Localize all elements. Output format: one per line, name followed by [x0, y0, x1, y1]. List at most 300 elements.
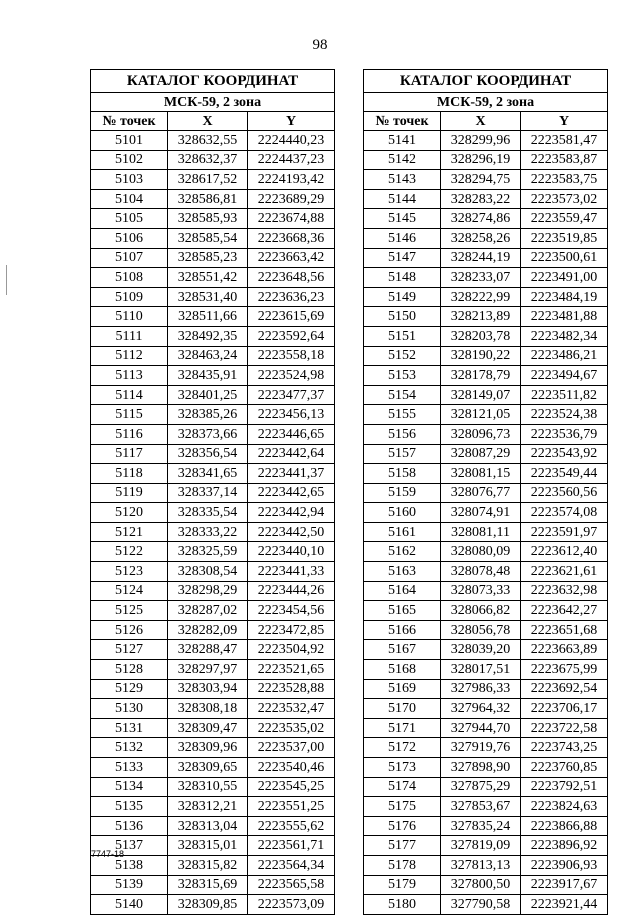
cell-point-number: 5112	[91, 346, 168, 366]
cell-x-coordinate: 328233,07	[441, 268, 521, 288]
table-row	[364, 797, 608, 817]
cell-x-coordinate: 328203,78	[441, 326, 521, 346]
cell-point-number: 5114	[91, 385, 168, 405]
table-row	[364, 679, 608, 699]
cell-point-number: 5150	[364, 307, 441, 327]
cell-y-coordinate: 2223581,47	[521, 131, 608, 151]
cell-point-number: 5120	[91, 503, 168, 523]
cell-y-coordinate: 2223528,88	[248, 679, 335, 699]
cell-y-coordinate: 2223444,26	[248, 581, 335, 601]
cell-point-number: 5166	[364, 620, 441, 640]
cell-y-coordinate: 2223545,25	[248, 777, 335, 797]
cell-point-number: 5139	[91, 875, 168, 895]
cell-y-coordinate: 2223540,46	[248, 758, 335, 778]
table-row	[91, 522, 335, 542]
cell-point-number: 5158	[364, 464, 441, 484]
cell-point-number: 5126	[91, 620, 168, 640]
cell-y-coordinate: 2223573,02	[521, 189, 608, 209]
cell-y-coordinate: 2223504,92	[248, 640, 335, 660]
catalog-title: КАТАЛОГ КООРДИНАТ	[91, 70, 335, 93]
cell-x-coordinate: 328081,11	[441, 522, 521, 542]
cell-y-coordinate: 2223442,64	[248, 444, 335, 464]
cell-y-coordinate: 2223663,42	[248, 248, 335, 268]
cell-y-coordinate: 2223663,89	[521, 640, 608, 660]
cell-point-number: 5138	[91, 855, 168, 875]
cell-point-number: 5107	[91, 248, 168, 268]
cell-x-coordinate: 327813,13	[441, 855, 521, 875]
cell-x-coordinate: 328335,54	[168, 503, 248, 523]
table-row	[364, 620, 608, 640]
table-row	[91, 248, 335, 268]
cell-point-number: 5175	[364, 797, 441, 817]
cell-y-coordinate: 2223500,61	[521, 248, 608, 268]
cell-point-number: 5128	[91, 660, 168, 680]
cell-x-coordinate: 328373,66	[168, 424, 248, 444]
table-row	[364, 895, 608, 915]
cell-x-coordinate: 328531,40	[168, 287, 248, 307]
cell-x-coordinate: 327835,24	[441, 816, 521, 836]
cell-y-coordinate: 2223524,98	[248, 366, 335, 386]
table-row	[364, 209, 608, 229]
cell-point-number: 5122	[91, 542, 168, 562]
column-header-point-number: № точек	[91, 112, 168, 131]
cell-x-coordinate: 328310,55	[168, 777, 248, 797]
cell-point-number: 5153	[364, 366, 441, 386]
cell-x-coordinate: 327986,33	[441, 679, 521, 699]
cell-point-number: 5144	[364, 189, 441, 209]
cell-y-coordinate: 2223824,63	[521, 797, 608, 817]
table-row	[364, 542, 608, 562]
table-row	[91, 797, 335, 817]
table-row	[364, 855, 608, 875]
table-row	[364, 228, 608, 248]
cell-point-number: 5143	[364, 170, 441, 190]
cell-y-coordinate: 2223491,00	[521, 268, 608, 288]
margin-mark	[6, 265, 7, 295]
cell-x-coordinate: 327875,29	[441, 777, 521, 797]
cell-x-coordinate: 328401,25	[168, 385, 248, 405]
cell-x-coordinate: 327964,32	[441, 699, 521, 719]
cell-point-number: 5129	[91, 679, 168, 699]
table-row	[364, 346, 608, 366]
cell-point-number: 5170	[364, 699, 441, 719]
cell-point-number: 5145	[364, 209, 441, 229]
table-row	[364, 562, 608, 582]
cell-y-coordinate: 2223648,56	[248, 268, 335, 288]
cell-x-coordinate: 327919,76	[441, 738, 521, 758]
cell-y-coordinate: 2223454,56	[248, 601, 335, 621]
table-row	[91, 268, 335, 288]
cell-y-coordinate: 2223896,92	[521, 836, 608, 856]
cell-point-number: 5168	[364, 660, 441, 680]
table-row	[364, 150, 608, 170]
table-row	[91, 366, 335, 386]
cell-y-coordinate: 2223535,02	[248, 718, 335, 738]
cell-point-number: 5130	[91, 699, 168, 719]
cell-point-number: 5159	[364, 483, 441, 503]
cell-point-number: 5147	[364, 248, 441, 268]
table-row	[364, 875, 608, 895]
cell-x-coordinate: 328298,29	[168, 581, 248, 601]
cell-point-number: 5142	[364, 150, 441, 170]
cell-point-number: 5116	[91, 424, 168, 444]
cell-y-coordinate: 2223564,34	[248, 855, 335, 875]
cell-y-coordinate: 2224437,23	[248, 150, 335, 170]
catalog-title: КАТАЛОГ КООРДИНАТ	[364, 70, 608, 93]
cell-y-coordinate: 2223560,56	[521, 483, 608, 503]
table-row	[364, 640, 608, 660]
table-row	[364, 483, 608, 503]
cell-y-coordinate: 2223494,67	[521, 366, 608, 386]
table-row	[364, 385, 608, 405]
cell-y-coordinate: 2223442,94	[248, 503, 335, 523]
cell-x-coordinate: 328308,18	[168, 699, 248, 719]
cell-y-coordinate: 2224193,42	[248, 170, 335, 190]
cell-point-number: 5148	[364, 268, 441, 288]
table-row	[91, 424, 335, 444]
cell-y-coordinate: 2223521,65	[248, 660, 335, 680]
cell-point-number: 5169	[364, 679, 441, 699]
table-row	[91, 131, 335, 151]
cell-y-coordinate: 2223692,54	[521, 679, 608, 699]
cell-y-coordinate: 2223668,36	[248, 228, 335, 248]
table-row	[91, 875, 335, 895]
table-row	[364, 718, 608, 738]
table-row	[91, 444, 335, 464]
cell-point-number: 5113	[91, 366, 168, 386]
cell-y-coordinate: 2223574,08	[521, 503, 608, 523]
cell-y-coordinate: 2223441,37	[248, 464, 335, 484]
cell-point-number: 5101	[91, 131, 168, 151]
cell-point-number: 5164	[364, 581, 441, 601]
table-row	[91, 287, 335, 307]
page-number: 98	[312, 37, 328, 53]
table-row	[91, 562, 335, 582]
cell-x-coordinate: 328385,26	[168, 405, 248, 425]
cell-point-number: 5163	[364, 562, 441, 582]
table-row	[91, 464, 335, 484]
cell-x-coordinate: 328066,82	[441, 601, 521, 621]
table-row	[91, 758, 335, 778]
cell-point-number: 5152	[364, 346, 441, 366]
table-row	[364, 503, 608, 523]
cell-y-coordinate: 2223615,69	[248, 307, 335, 327]
table-row	[91, 777, 335, 797]
cell-x-coordinate: 327819,09	[441, 836, 521, 856]
cell-x-coordinate: 328274,86	[441, 209, 521, 229]
coordinate-system-label: МСК-59, 2 зона	[364, 93, 608, 112]
cell-x-coordinate: 328585,93	[168, 209, 248, 229]
column-header-x: X	[441, 112, 521, 131]
table-row	[91, 307, 335, 327]
cell-y-coordinate: 2223583,75	[521, 170, 608, 190]
cell-x-coordinate: 328297,97	[168, 660, 248, 680]
cell-x-coordinate: 327898,90	[441, 758, 521, 778]
cell-point-number: 5173	[364, 758, 441, 778]
cell-x-coordinate: 328333,22	[168, 522, 248, 542]
cell-point-number: 5156	[364, 424, 441, 444]
cell-x-coordinate: 328287,02	[168, 601, 248, 621]
cell-y-coordinate: 2223621,61	[521, 562, 608, 582]
table-row	[364, 699, 608, 719]
cell-point-number: 5179	[364, 875, 441, 895]
cell-x-coordinate: 328073,33	[441, 581, 521, 601]
coordinate-catalog-table-right	[363, 69, 608, 915]
cell-x-coordinate: 328511,66	[168, 307, 248, 327]
cell-x-coordinate: 327944,70	[441, 718, 521, 738]
cell-x-coordinate: 328288,47	[168, 640, 248, 660]
cell-x-coordinate: 328356,54	[168, 444, 248, 464]
cell-point-number: 5131	[91, 718, 168, 738]
cell-point-number: 5123	[91, 562, 168, 582]
cell-point-number: 5125	[91, 601, 168, 621]
table-row	[364, 660, 608, 680]
cell-y-coordinate: 2223592,64	[248, 326, 335, 346]
column-header-y: Y	[248, 112, 335, 131]
table-row	[364, 836, 608, 856]
document-code: 7747-18	[91, 849, 125, 859]
cell-point-number: 5109	[91, 287, 168, 307]
table-row	[364, 581, 608, 601]
cell-point-number: 5154	[364, 385, 441, 405]
cell-x-coordinate: 327853,67	[441, 797, 521, 817]
cell-x-coordinate: 328308,54	[168, 562, 248, 582]
cell-x-coordinate: 328309,96	[168, 738, 248, 758]
cell-y-coordinate: 2223441,33	[248, 562, 335, 582]
cell-y-coordinate: 2223565,58	[248, 875, 335, 895]
cell-x-coordinate: 328492,35	[168, 326, 248, 346]
cell-point-number: 5172	[364, 738, 441, 758]
cell-point-number: 5178	[364, 855, 441, 875]
cell-point-number: 5176	[364, 816, 441, 836]
cell-point-number: 5180	[364, 895, 441, 915]
cell-point-number: 5146	[364, 228, 441, 248]
cell-y-coordinate: 2223760,85	[521, 758, 608, 778]
cell-x-coordinate: 328309,47	[168, 718, 248, 738]
cell-y-coordinate: 2223917,67	[521, 875, 608, 895]
cell-x-coordinate: 328056,78	[441, 620, 521, 640]
cell-y-coordinate: 2223906,93	[521, 855, 608, 875]
table-row	[364, 444, 608, 464]
cell-y-coordinate: 2223792,51	[521, 777, 608, 797]
table-row	[364, 366, 608, 386]
cell-y-coordinate: 2223674,88	[248, 209, 335, 229]
cell-y-coordinate: 2223591,97	[521, 522, 608, 542]
cell-point-number: 5151	[364, 326, 441, 346]
table-row	[364, 287, 608, 307]
cell-y-coordinate: 2223642,27	[521, 601, 608, 621]
table-row	[91, 581, 335, 601]
cell-x-coordinate: 328222,99	[441, 287, 521, 307]
cell-x-coordinate: 328303,94	[168, 679, 248, 699]
cell-point-number: 5132	[91, 738, 168, 758]
cell-x-coordinate: 328299,96	[441, 131, 521, 151]
table-row	[91, 738, 335, 758]
table-row	[364, 816, 608, 836]
table-row	[91, 816, 335, 836]
cell-x-coordinate: 328017,51	[441, 660, 521, 680]
cell-point-number: 5162	[364, 542, 441, 562]
cell-point-number: 5157	[364, 444, 441, 464]
cell-point-number: 5118	[91, 464, 168, 484]
cell-y-coordinate: 2223446,65	[248, 424, 335, 444]
table-row	[91, 503, 335, 523]
cell-point-number: 5105	[91, 209, 168, 229]
table-row	[91, 640, 335, 660]
cell-x-coordinate: 328585,54	[168, 228, 248, 248]
cell-y-coordinate: 2223536,79	[521, 424, 608, 444]
cell-point-number: 5155	[364, 405, 441, 425]
cell-x-coordinate: 328632,37	[168, 150, 248, 170]
table-row	[91, 405, 335, 425]
cell-y-coordinate: 2223743,25	[521, 738, 608, 758]
cell-y-coordinate: 2223636,23	[248, 287, 335, 307]
cell-x-coordinate: 328313,04	[168, 816, 248, 836]
cell-y-coordinate: 2223442,50	[248, 522, 335, 542]
table-row	[91, 542, 335, 562]
cell-x-coordinate: 328294,75	[441, 170, 521, 190]
cell-x-coordinate: 328039,20	[441, 640, 521, 660]
cell-y-coordinate: 2223472,85	[248, 620, 335, 640]
cell-y-coordinate: 2223675,99	[521, 660, 608, 680]
cell-point-number: 5161	[364, 522, 441, 542]
cell-point-number: 5127	[91, 640, 168, 660]
cell-point-number: 5108	[91, 268, 168, 288]
table-row	[364, 248, 608, 268]
cell-x-coordinate: 328585,23	[168, 248, 248, 268]
cell-point-number: 5167	[364, 640, 441, 660]
cell-point-number: 5124	[91, 581, 168, 601]
cell-x-coordinate: 328244,19	[441, 248, 521, 268]
cell-x-coordinate: 328149,07	[441, 385, 521, 405]
cell-point-number: 5160	[364, 503, 441, 523]
cell-x-coordinate: 327790,58	[441, 895, 521, 915]
cell-x-coordinate: 328325,59	[168, 542, 248, 562]
cell-y-coordinate: 2223442,65	[248, 483, 335, 503]
cell-y-coordinate: 2223573,09	[248, 895, 335, 915]
table-row	[364, 522, 608, 542]
cell-y-coordinate: 2223583,87	[521, 150, 608, 170]
cell-y-coordinate: 2223551,25	[248, 797, 335, 817]
table-row	[91, 326, 335, 346]
table-row	[364, 326, 608, 346]
cell-point-number: 5115	[91, 405, 168, 425]
table-row	[91, 483, 335, 503]
cell-y-coordinate: 2223559,47	[521, 209, 608, 229]
cell-point-number: 5103	[91, 170, 168, 190]
table-row	[364, 777, 608, 797]
table-row	[91, 209, 335, 229]
table-row	[91, 855, 335, 875]
table-row	[91, 170, 335, 190]
cell-y-coordinate: 2223561,71	[248, 836, 335, 856]
cell-point-number: 5111	[91, 326, 168, 346]
table-row	[364, 464, 608, 484]
cell-x-coordinate: 328283,22	[441, 189, 521, 209]
cell-x-coordinate: 327800,50	[441, 875, 521, 895]
cell-x-coordinate: 328096,73	[441, 424, 521, 444]
cell-x-coordinate: 328081,15	[441, 464, 521, 484]
cell-y-coordinate: 2223549,44	[521, 464, 608, 484]
table-row	[91, 679, 335, 699]
cell-x-coordinate: 328080,09	[441, 542, 521, 562]
cell-x-coordinate: 328309,65	[168, 758, 248, 778]
cell-point-number: 5136	[91, 816, 168, 836]
cell-point-number: 5174	[364, 777, 441, 797]
cell-y-coordinate: 2223651,68	[521, 620, 608, 640]
cell-y-coordinate: 2223486,21	[521, 346, 608, 366]
cell-point-number: 5102	[91, 150, 168, 170]
cell-x-coordinate: 328121,05	[441, 405, 521, 425]
cell-point-number: 5137	[91, 836, 168, 856]
table-row	[364, 601, 608, 621]
cell-y-coordinate: 2223722,58	[521, 718, 608, 738]
cell-y-coordinate: 2223481,88	[521, 307, 608, 327]
cell-x-coordinate: 328258,26	[441, 228, 521, 248]
table-row	[91, 150, 335, 170]
table-row	[364, 268, 608, 288]
cell-x-coordinate: 328341,65	[168, 464, 248, 484]
coordinate-catalog-table-left	[90, 69, 335, 915]
table-row	[91, 699, 335, 719]
cell-x-coordinate: 328076,77	[441, 483, 521, 503]
table-row	[364, 170, 608, 190]
cell-y-coordinate: 2223558,18	[248, 346, 335, 366]
cell-x-coordinate: 328190,22	[441, 346, 521, 366]
cell-x-coordinate: 328087,29	[441, 444, 521, 464]
cell-point-number: 5177	[364, 836, 441, 856]
cell-y-coordinate: 2223866,88	[521, 816, 608, 836]
cell-x-coordinate: 328435,91	[168, 366, 248, 386]
cell-x-coordinate: 328078,48	[441, 562, 521, 582]
cell-x-coordinate: 328315,82	[168, 855, 248, 875]
table-row	[91, 385, 335, 405]
cell-y-coordinate: 2223921,44	[521, 895, 608, 915]
table-row	[91, 660, 335, 680]
cell-x-coordinate: 328315,69	[168, 875, 248, 895]
cell-point-number: 5110	[91, 307, 168, 327]
cell-y-coordinate: 2223519,85	[521, 228, 608, 248]
cell-point-number: 5165	[364, 601, 441, 621]
table-row	[91, 346, 335, 366]
table-row	[91, 620, 335, 640]
cell-x-coordinate: 328337,14	[168, 483, 248, 503]
cell-y-coordinate: 2224440,23	[248, 131, 335, 151]
cell-x-coordinate: 328632,55	[168, 131, 248, 151]
cell-point-number: 5119	[91, 483, 168, 503]
cell-point-number: 5141	[364, 131, 441, 151]
table-row	[364, 424, 608, 444]
table-row	[364, 307, 608, 327]
table-row	[91, 601, 335, 621]
cell-x-coordinate: 328213,89	[441, 307, 521, 327]
cell-y-coordinate: 2223477,37	[248, 385, 335, 405]
cell-x-coordinate: 328312,21	[168, 797, 248, 817]
cell-y-coordinate: 2223706,17	[521, 699, 608, 719]
cell-x-coordinate: 328586,81	[168, 189, 248, 209]
cell-x-coordinate: 328463,24	[168, 346, 248, 366]
cell-y-coordinate: 2223537,00	[248, 738, 335, 758]
cell-y-coordinate: 2223511,82	[521, 385, 608, 405]
cell-y-coordinate: 2223482,34	[521, 326, 608, 346]
table-row	[91, 228, 335, 248]
table-row	[364, 131, 608, 151]
cell-point-number: 5106	[91, 228, 168, 248]
cell-point-number: 5149	[364, 287, 441, 307]
cell-point-number: 5121	[91, 522, 168, 542]
table-row	[364, 758, 608, 778]
cell-point-number: 5117	[91, 444, 168, 464]
